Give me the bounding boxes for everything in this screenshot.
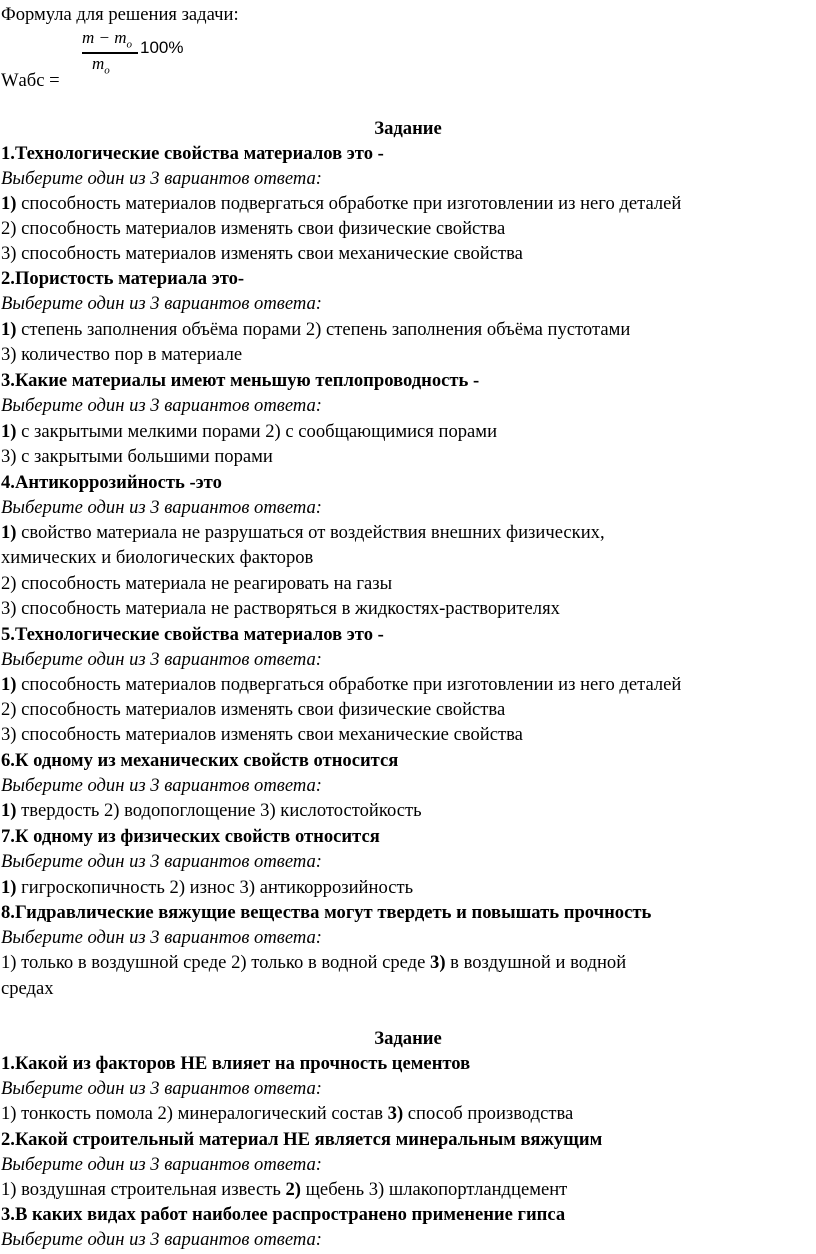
question-title: 1.Технологические свойства материалов это - xyxy=(1,143,384,164)
question-title: 3.В каких видах работ наиболее распространено применение гипса xyxy=(1,1204,566,1225)
answer-option: 2) способность материалов изменять свои физические свойства xyxy=(1,218,506,239)
answer-option: 2) способность материалов изменять свои физические свойства xyxy=(1,699,506,720)
answer-prompt: Выберите один из 3 вариантов ответа: xyxy=(1,1154,322,1175)
question-title: 2.Пористость материала это- xyxy=(1,268,245,289)
fraction-bar xyxy=(82,52,138,54)
question-title: 6.К одному из механических свойств относится xyxy=(1,750,399,771)
answer-prompt: Выберите один из 3 вариантов ответа: xyxy=(1,293,322,314)
answer-option: 3) способность материалов изменять свои механические свойства xyxy=(1,724,523,745)
answer-prompt: Выберите один из 3 вариантов ответа: xyxy=(1,1078,322,1099)
answer-option: 1) свойство материала не разрушаться от воздействия внешних физических, xyxy=(1,522,605,543)
answer-prompt: Выберите один из 3 вариантов ответа: xyxy=(1,649,322,670)
answer-option: химических и биологических факторов xyxy=(1,547,314,568)
answer-prompt: Выберите один из 3 вариантов ответа: xyxy=(1,1229,322,1250)
answer-option: 1) воздушная строительная известь 2) щебень 3) шлакопортландцемент xyxy=(1,1179,568,1200)
question-title: 4.Антикоррозийность -это xyxy=(1,472,222,493)
answer-option: 1) твердость 2) водопоглощение 3) кислотостойкость xyxy=(1,800,422,821)
question-title: 3.Какие материалы имеют меньшую теплопроводность - xyxy=(1,370,480,391)
formula-label: Wабс = xyxy=(1,70,60,91)
answer-option: 1) способность материалов подвергаться обработке при изготовлении из него деталей xyxy=(1,674,682,695)
question-title: 5.Технологические свойства материалов это - xyxy=(1,624,384,645)
answer-prompt: Выберите один из 3 вариантов ответа: xyxy=(1,927,322,948)
answer-option: 3) количество пор в материале xyxy=(1,344,243,365)
answer-option: 3) способность материалов изменять свои механические свойства xyxy=(1,243,523,264)
answer-option: 3) с закрытыми большими порами xyxy=(1,446,273,467)
answer-option: 1) степень заполнения объёма порами 2) степень заполнения объёма пустотами xyxy=(1,319,631,340)
answer-prompt: Выберите один из 3 вариантов ответа: xyxy=(1,395,322,416)
answer-option: средах xyxy=(1,978,54,999)
answer-prompt: Выберите один из 3 вариантов ответа: xyxy=(1,851,322,872)
answer-prompt: Выберите один из 3 вариантов ответа: xyxy=(1,168,322,189)
answer-prompt: Выберите один из 3 вариантов ответа: xyxy=(1,775,322,796)
formula-intro: Формула для решения задачи: xyxy=(1,4,239,25)
question-title: 1.Какой из факторов НЕ влияет на прочность цементов xyxy=(1,1053,471,1074)
answer-option: 1) только в воздушной среде 2) только в водной среде 3) в воздушной и водной xyxy=(1,952,627,973)
formula-fraction xyxy=(82,28,202,88)
answer-prompt: Выберите один из 3 вариантов ответа: xyxy=(1,497,322,518)
answer-option: 1) с закрытыми мелкими порами 2) с сообщающимися порами xyxy=(1,421,498,442)
section-heading: Задание xyxy=(374,118,442,139)
answer-option: 1) способность материалов подвергаться обработке при изготовлении из него деталей xyxy=(1,193,682,214)
answer-option: 3) способность материала не растворяться в жидкостях-растворителях xyxy=(1,598,560,619)
question-title: 7.К одному из физических свойств относится xyxy=(1,826,380,847)
formula-numerator: $m - m_o$ xyxy=(82,28,133,51)
question-title: 2.Какой строительный материал НЕ является минеральным вяжущим xyxy=(1,1129,603,1150)
answer-option: 1) тонкость помола 2) минералогический состав 3) способ производства xyxy=(1,1103,574,1124)
section-heading: Задание xyxy=(374,1028,442,1049)
answer-option: 1) гигроскопичность 2) износ 3) антикоррозийность xyxy=(1,877,414,898)
formula-denominator: $m_o$ xyxy=(92,54,110,77)
formula-multiplier: 100% xyxy=(140,38,184,57)
question-title: 8.Гидравлические вяжущие вещества могут твердеть и повышать прочность xyxy=(1,902,652,923)
answer-option: 2) способность материала не реагировать на газы xyxy=(1,573,393,594)
